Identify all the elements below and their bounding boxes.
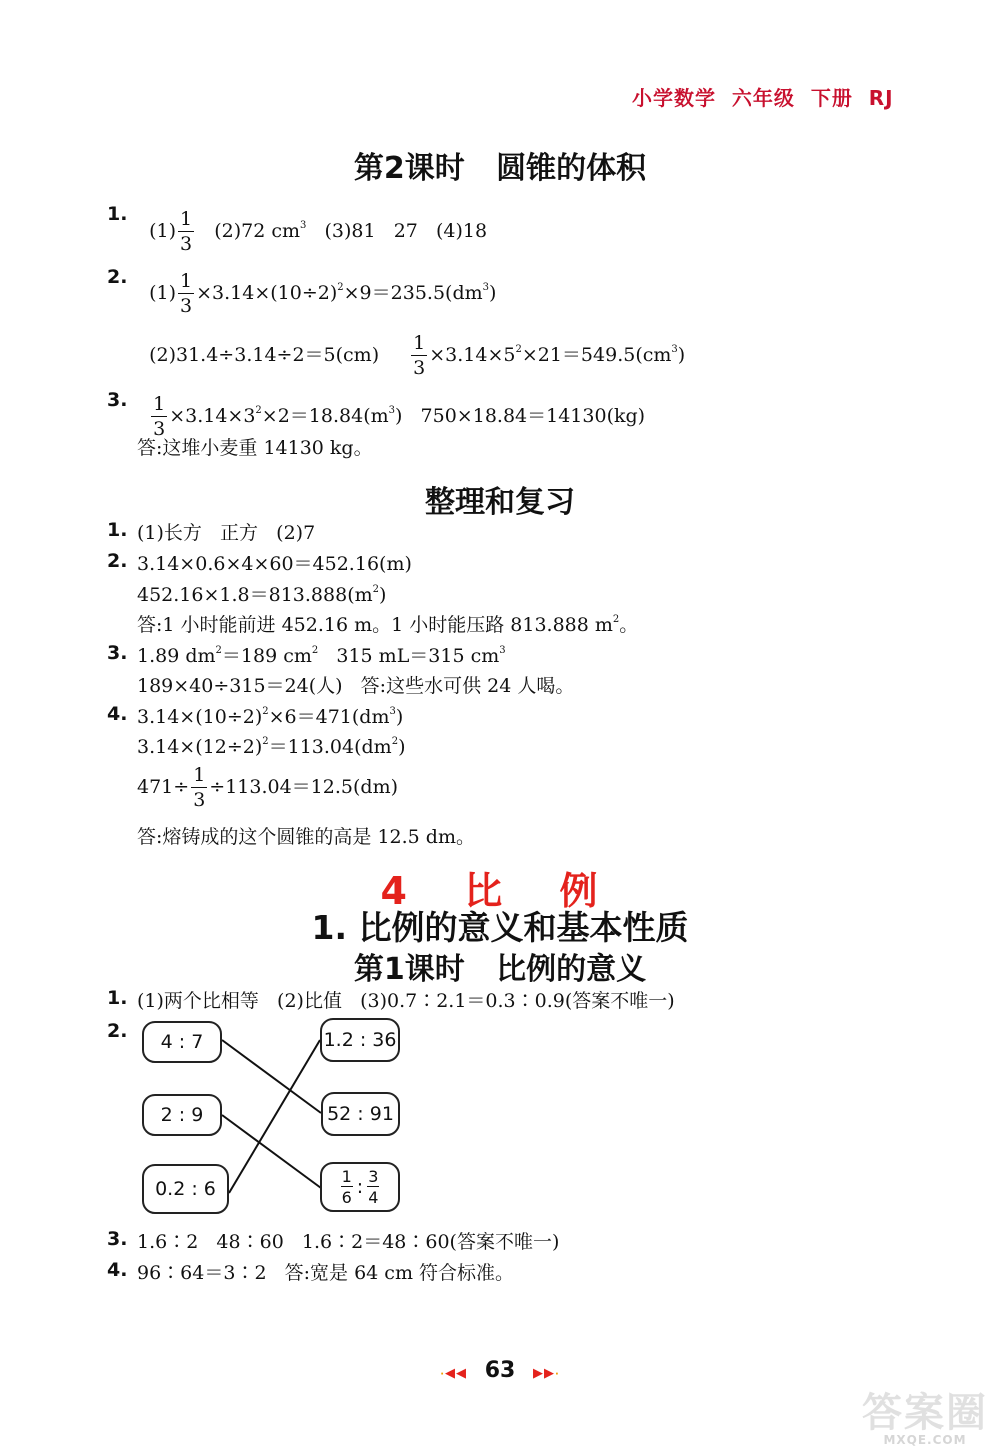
page-footer: [0, 1358, 1000, 1383]
chapter-title: 4 比 例: [380, 869, 620, 913]
answer-line: 1.6∶2 48∶60 1.6∶2＝48∶60(答案不唯一): [137, 1231, 560, 1253]
subsection-title: 1. 比例的意义和基本性质: [311, 908, 689, 947]
question-number: 2.: [107, 266, 128, 288]
answer-text: 答:这堆小麦重 14130 kg。: [137, 437, 373, 459]
answer-line: $\frac{1}{3}$ $\times 3.14\times 3^2\times 2=18.84(m^3)$ 750×18.84＝14130(kg): [153, 393, 646, 440]
answer-text: 答:1 小时能前进 452.16 m。1 小时能压路 813.888 $m^2$。: [137, 614, 639, 636]
fraction: $\frac{1}{3}$: [180, 270, 193, 317]
ratio-card-left: 2 : 9: [142, 1094, 222, 1136]
lesson-title: 第1课时 比例的意义: [353, 952, 647, 987]
ratio-card-right: 52 : 91: [321, 1092, 400, 1136]
answer-line: 1.89 $dm^2=189$ $cm^2$ 315 mL＝315 $cm^3$: [137, 645, 506, 667]
fraction: $\frac{1}{6}$: [341, 1166, 352, 1207]
answer-line: (2)31.4÷3.14÷2＝5(cm) $\frac{1}{3}$ $\times 3.14\times 5^2\times 21=549.5(cm^3)$: [149, 332, 686, 379]
watermark-logo: 答案圈 MXQE.COM: [862, 1390, 988, 1447]
ratio-card-left: 4 : 7: [142, 1021, 222, 1063]
question-number: 3.: [107, 389, 128, 411]
ratio-card-right: 1.2 : 36: [320, 1018, 400, 1062]
answer-line: (1) $\frac{1}{3}$ (2)72 $cm^3$ (3)81 27 (4)18: [149, 208, 488, 255]
answer-line: $3.14\times(12\div 2)^2=113.04(dm^2)$: [137, 736, 406, 758]
answer-line: (1)长方 正方 (2)7: [137, 522, 316, 544]
answer-line: 189×40÷315＝24(人) 答:这些水可供 24 人喝。: [137, 675, 575, 697]
answer-line: (1)两个比相等 (2)比值 (3)0.7∶2.1＝0.3∶0.9(答案不唯一): [137, 990, 675, 1012]
match-line: [222, 1040, 321, 1113]
ratio-card-left: 0.2 : 6: [142, 1164, 229, 1214]
question-number: 1.: [107, 987, 128, 1009]
left-arrows-icon: ·◀◀: [440, 1366, 468, 1381]
question-number: 1.: [107, 203, 128, 225]
page-number: 63: [484, 1358, 516, 1383]
answer-line: 96∶64＝3∶2 答:宽是 64 cm 符合标准。: [137, 1262, 515, 1284]
match-line: [222, 1115, 321, 1188]
fraction: $\frac{1}{3}$: [413, 332, 426, 379]
answer-line: $452.16\times 1.8=813.888(m^2)$: [137, 584, 387, 606]
fraction: $\frac{1}{3}$: [193, 764, 206, 811]
question-number: 3.: [107, 1228, 128, 1250]
question-number: 2.: [107, 1020, 128, 1042]
lesson-title: 第2课时 圆锥的体积: [353, 151, 647, 186]
fraction: $\frac{3}{4}$: [368, 1166, 379, 1207]
question-number: 4.: [107, 703, 128, 725]
right-arrows-icon: ▶▶·: [532, 1366, 560, 1381]
answer-line: 3.14×0.6×4×60＝452.16(m): [137, 553, 412, 575]
answer-line: 471÷ $\frac{1}{3}$ ÷113.04＝12.5(dm): [137, 764, 398, 811]
answer-line: (1) $\frac{1}{3}$ $\times 3.14\times(10\div 2)^2\times 9=235.5(dm^3)$: [149, 270, 497, 317]
book-header: 小学数学 六年级 下册 RJ: [632, 86, 894, 110]
fraction: $\frac{1}{3}$: [180, 208, 193, 255]
ratio-card-right: $\frac{1}{6}$ : $\frac{3}{4}$: [320, 1162, 400, 1212]
question-number: 1.: [107, 519, 128, 541]
section-title: 整理和复习: [425, 485, 575, 520]
question-number: 2.: [107, 550, 128, 572]
fraction: $\frac{1}{3}$: [153, 393, 166, 440]
answer-line: $3.14\times(10\div 2)^2\times 6=471(dm^3)$: [137, 706, 404, 728]
question-number: 4.: [107, 1259, 128, 1281]
question-number: 3.: [107, 642, 128, 664]
answer-text: 答:熔铸成的这个圆锥的高是 12.5 dm。: [137, 826, 475, 848]
match-line: [229, 1040, 320, 1193]
